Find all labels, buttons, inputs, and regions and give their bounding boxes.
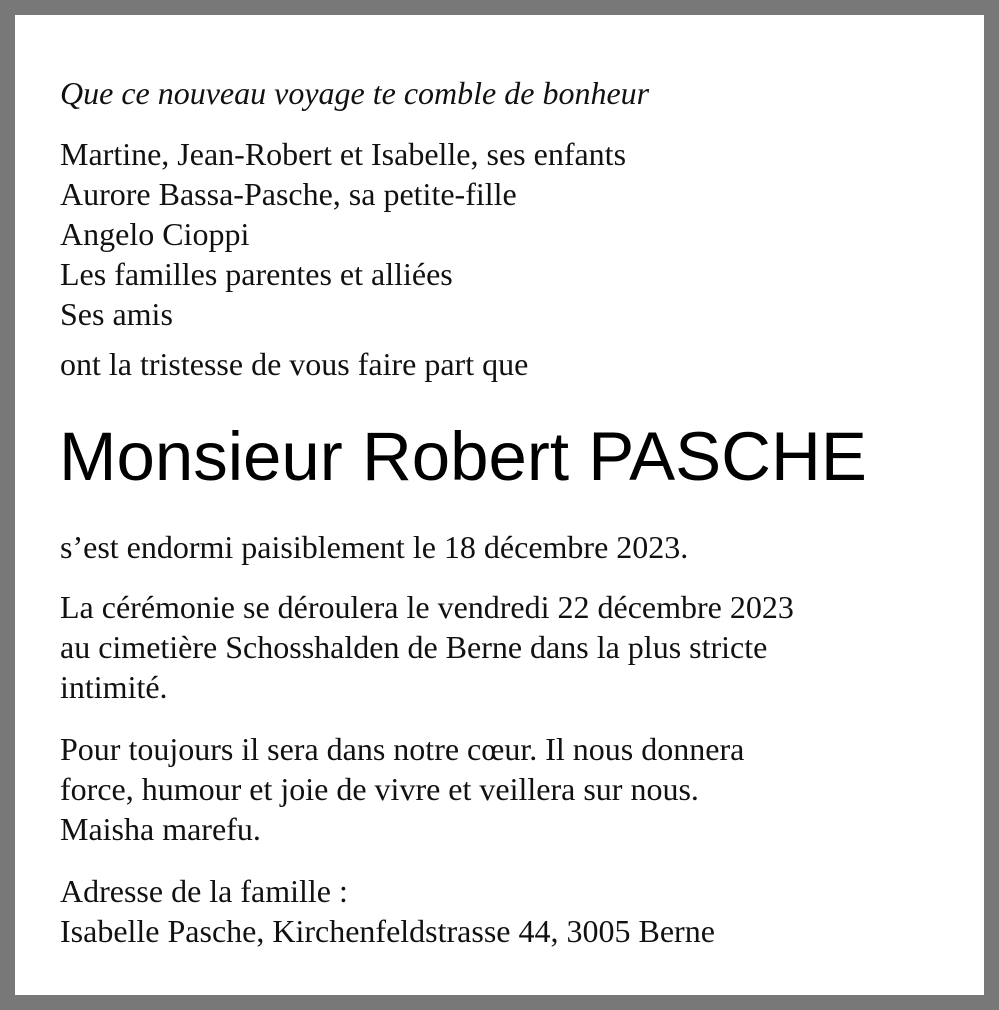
- ceremony-info: [60, 587, 794, 707]
- death-statement: s’est endormi paisiblement le 18 décembre 2023.: [60, 529, 689, 565]
- mourner-line: Martine, Jean-Robert et Isabelle, ses enfants: [60, 136, 627, 172]
- address-label: Adresse de la famille :: [60, 873, 348, 909]
- mourner-line: Angelo Cioppi: [60, 216, 250, 252]
- announcement: ont la tristesse de vous faire part que: [60, 346, 529, 382]
- deceased-name: Monsieur Robert PASCHE: [59, 418, 867, 495]
- tribute-line: force, humour et joie de vivre et veillera sur nous.: [60, 771, 699, 807]
- mourner-line: Les familles parentes et alliées: [60, 256, 453, 292]
- mourners-list: [60, 134, 626, 334]
- tribute-line: Pour toujours il sera dans notre cœur. Il nous donnera: [60, 731, 745, 767]
- mourner-line: Aurore Bassa-Pasche, sa petite-fille: [60, 176, 517, 212]
- address-line: Isabelle Pasche, Kirchenfeldstrasse 44, 3005 Berne: [60, 913, 715, 949]
- ceremony-line: intimité.: [60, 669, 168, 705]
- family-address: [60, 871, 715, 951]
- tribute: [60, 729, 744, 849]
- ceremony-line: La cérémonie se déroulera le vendredi 22 décembre 2023: [60, 589, 794, 625]
- motto: Que ce nouveau voyage te comble de bonheur: [60, 75, 650, 111]
- ceremony-line: au cimetière Schosshalden de Berne dans la plus stricte: [60, 629, 768, 665]
- mourner-line: Ses amis: [60, 296, 173, 332]
- tribute-line: Maisha marefu.: [60, 811, 261, 847]
- obituary-notice: [15, 15, 984, 995]
